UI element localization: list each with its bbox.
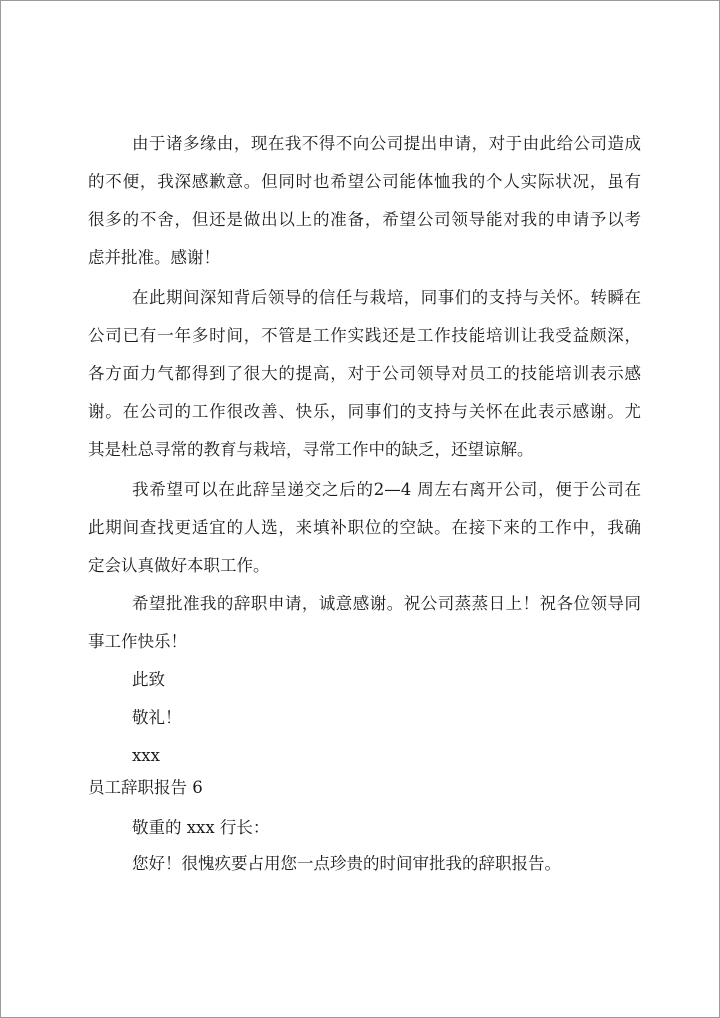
section-title: 员工辞职报告 6 [88,778,203,797]
paragraph-3-line-1: 我希望可以在此辞呈递交之后的2—4 周左右离开公司，便于公司在 [132,480,641,499]
salutation: 敬重的 xxx 行长： [132,818,270,837]
paragraph-1-line-4: 虑并批准。感谢！ [88,248,220,267]
paragraph-2-line-3: 各方面力气都得到了很大的提高，对于公司领导对员工的技能培训表示感 [88,364,641,383]
paragraph-3-line-2: 此期间查找更适宜的人选，来填补职位的空缺。在接下来的工作中，我确 [88,518,641,537]
paragraph-2-line-1: 在此期间深知背后领导的信任与栽培，同事们的支持与关怀。转瞬在 [132,288,641,307]
paragraph-1-line-2: 的不便，我深感歉意。但同时也希望公司能体恤我的个人实际状况，虽有 [88,172,641,191]
paragraph-4-line-2: 事工作快乐！ [88,632,187,651]
paragraph-2-line-5: 其是杜总寻常的教育与栽培，寻常工作中的缺乏，还望谅解。 [88,440,534,459]
closing-ci-zhi: 此致 [132,670,165,689]
paragraph-1-line-3: 很多的不舍，但还是做出以上的准备，希望公司领导能对我的申请予以考 [88,210,641,229]
closing-jing-li: 敬礼！ [132,708,182,727]
paragraph-1-line-1: 由于诸多缘由，现在我不得不向公司提出申请，对于由此给公司造成 [132,134,641,153]
signature-name: xxx [132,746,160,765]
greeting-line: 您好！很愧疚要占用您一点珍贵的时间审批我的辞职报告。 [132,854,561,873]
paragraph-3-line-3: 定会认真做好本职工作。 [88,556,270,575]
paragraph-4-line-1: 希望批准我的辞职申请，诚意感谢。祝公司蒸蒸日上！祝各位领导同 [132,594,641,613]
paragraph-2-line-4: 谢。在公司的工作很改善、快乐，同事们的支持与关怀在此表示感谢。尤 [88,402,641,421]
paragraph-2-line-2: 公司已有一年多时间，不管是工作实践还是工作技能培训让我受益颇深， [88,326,641,345]
